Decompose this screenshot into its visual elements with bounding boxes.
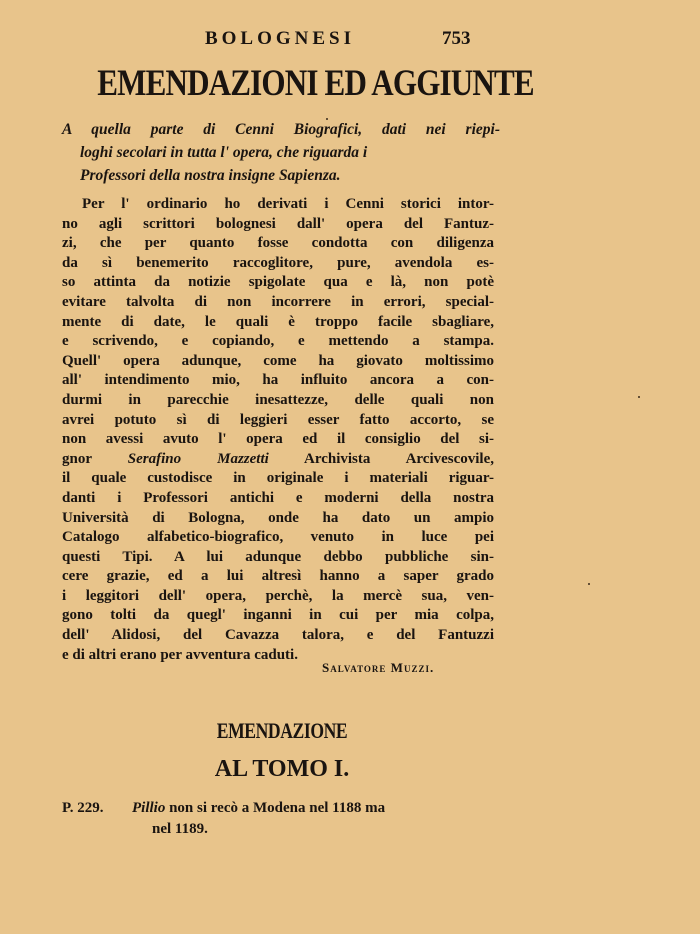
signature: Salvatore Muzzi. [322,660,435,675]
body-line: mente di date, le quali è troppo facile sbagliare, [62,313,494,330]
body-line: all' intendimento mio, ha influito ancora a con- [62,372,494,389]
body-line: il quale custodisce in originale i materiali riguar- [62,470,494,487]
body-text [62,195,494,665]
body-line: Catalogo alfabetico-biografico, venuto in luce pei [62,529,494,546]
body-line: so attinta da notizie spigolate qua e là, non potè [62,274,494,291]
subtitle-line: loghi secolari in tutta l' opera, che riguarda i [80,144,368,161]
body-line: da sì benemerito raccoglitore, pure, avendola es- [62,254,494,271]
page-title: EMENDAZIONI ED AGGIUNTE [97,63,534,104]
body-line: i leggitori dell' opera, perchè, la mercè sua, ven- [62,587,494,604]
section-heading: EMENDAZIONE [216,718,348,743]
running-head: BOLOGNESI [204,28,356,49]
subtitle-line: A quella parte di Cenni Biografici, dati nei riepi- [62,121,500,138]
body-line: cere grazie, ed a lui altresì hanno a saper grado [62,568,494,585]
subtitle-line: Professori della nostra insigne Sapienza. [80,167,341,184]
body-line: zi, che per quanto fosse condotta con diligenza [62,235,494,252]
emendation-entry [62,798,494,840]
body-line: e di altri erano per avventura caduti. [62,646,298,663]
paper-speck [638,396,640,398]
paper-speck [588,583,590,585]
volume-heading: AL TOMO I. [214,756,350,782]
paper-speck [326,118,328,120]
body-line: Per l' ordinario ho derivati i Cenni storici intor- [82,196,494,212]
body-line: gono tolti da quegl' inganni in cui per mia colpa, [62,607,494,624]
body-line: avrei potuto sì di leggieri esser fatto accorto, se [62,411,494,428]
body-line: Quell' opera adunque, come ha giovato moltissimo [62,352,494,369]
body-line: e scrivendo, e copiando, e mettendo a stampa. [62,333,494,350]
entry-text: non si recò a Modena nel 1188 ma [165,800,386,816]
page-number: 753 [442,28,471,49]
body-line: no agli scrittori bolognesi dall' opera del Fantuz- [62,215,494,232]
body-line: questi Tipi. A lui adunque debbo pubbliche sin- [62,548,494,565]
body-line: durmi in parecchie inesattezze, delle quali non [62,391,494,408]
entry-continuation: nel 1189. [152,821,208,837]
page-reference: P. 229. [62,800,104,816]
entry-name: Pillio [132,800,166,816]
body-line: evitare talvolta di non incorrere in errori, special- [62,293,494,310]
subtitle [62,118,500,187]
body-line: non avessi avuto l' opera ed il consiglio del si- [62,431,494,448]
body-line: gnor Serafino Mazzetti Archivista Arcivescovile, [62,450,495,467]
body-line: danti i Professori antichi e moderni della nostra [62,489,494,506]
body-line: dell' Alidosi, del Cavazza talora, e del Fantuzzi [62,627,494,644]
body-line: Università di Bologna, onde ha dato un ampio [62,509,494,526]
